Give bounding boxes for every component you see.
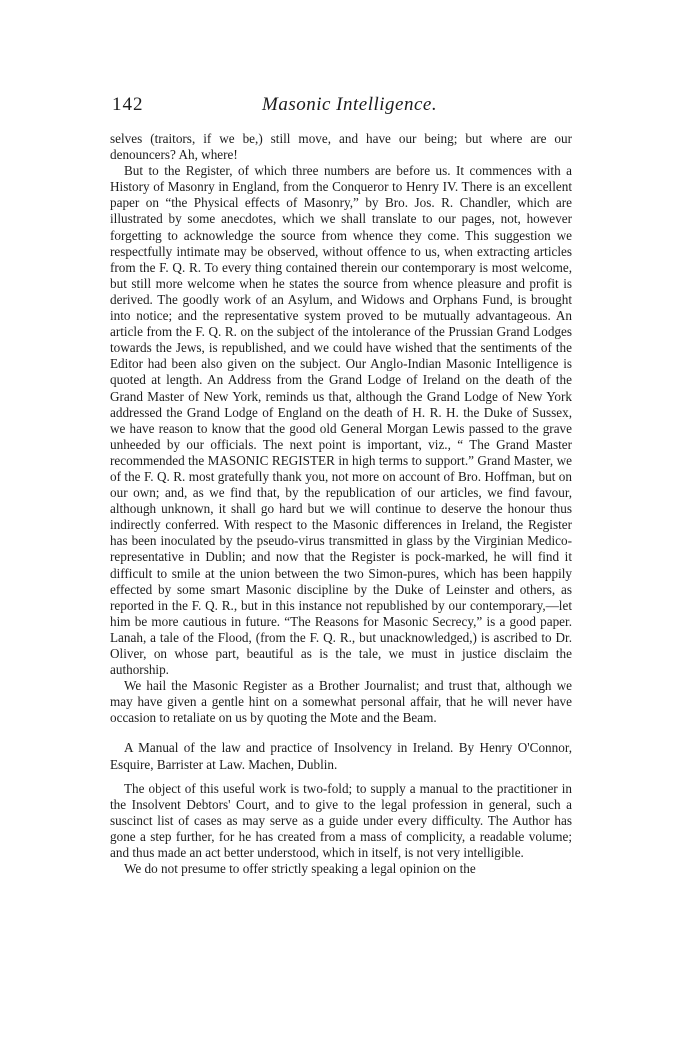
body-text (110, 131, 572, 877)
section-gap (110, 726, 572, 740)
page-number: 142 (112, 94, 144, 115)
page-header (112, 94, 572, 120)
paragraph-final: We do not presume to offer strictly speaking a legal opinion on the (124, 861, 476, 877)
paragraph-manual-review: The object of this useful work is two-fold; to supply a manual to the practitioner in the Insolvent Debtors' Court, and to give to the legal profession in general, such a suscinct list of cases as may serve as a guide under every difficulty. The Author has gone a step further, for he has created from a mass of complicity, a readable volume; and thus made an act better understood, which in itself, is not very intelligible. (110, 780, 572, 861)
book-title-entry: A Manual of the law and practice of Insolvency in Ireland. By Henry O'Connor, Esquire, Barrister at Law. Machen, Dublin. (110, 740, 572, 772)
paragraph-brother-journalist: We hail the Masonic Register as a Brother Journalist; and trust that, although we may have given a gentle hint on a somewhat personal affair, that he will never have occasion to retaliate on us by quoting the Mote and the Beam. (110, 678, 572, 726)
running-title: Masonic Intelligence. (262, 94, 438, 115)
paragraph-continuation: selves (traitors, if we be,) still move, and have our being; but where are our denouncers? Ah, where! (110, 131, 572, 163)
section-gap (110, 773, 572, 781)
paragraph-register-review: But to the Register, of which three numbers are before us. It commences with a History of Masonry in England, from the Conqueror to Henry IV. There is an excellent paper on “the Physical effects of Masonry,” by Bro. Jos. R. Chandler, which are illustrated by some anecdotes, which we shall translate to our pages, not, however forgetting to acknowledge the source from whence they come. This suggestion we respectfully intimate may be observed, without offence to us, when extracting articles from the F. Q. R. To every thing contained therein our contemporary is most welcome, but still more welcome when he states the source from whence pleasure and profit is derived. The goodly work of an Asylum, and Widows and Orphans Fund, is brought into notice; and the representative system proved to be mutually advantageous. An article from the F. Q. R. on the subject of the intolerance of the Prussian Grand Lodges towards the Jews, is republished, and we could have wished that the sentiments of the Editor had been also given on the subject. Our Anglo-Indian Masonic Intelligence is quoted at length. An Address from the Grand Lodge of Ireland on the death of the Grand Master of New York, reminds us that, although the Grand Lodge of New York addressed the Grand Lodge of England on the death of H. R. H. the Duke of Sussex, we have reason to know that the good old General Morgan Lewis passed to the grave unheeded by our officials. The next point is important, viz., “ The Grand Master recommended the MASONIC REGISTER in high terms to support.” Grand Master, we of the F. Q. R. most gratefully thank you, not more on account of Bro. Hoffman, but on our own; and, as we find that, by the republication of our articles, we find favour, although unknown, it shall go hard but we will continue to deserve the honour thus indirectly conferred. With respect to the Masonic differences in Ireland, the Register has been inoculated by the pseudo-virus transmitted in glass by the Virginian Medico-representative in Dublin; and now that the Register is pock-marked, he will find it difficult to smile at the union between the two Simon-pures, which has been happily effected by some smart Masonic discipline by the Duke of Leinster and others, as reported in the F. Q. R., but in this instance not republished by our contemporary,—let him be more cautious in future. “The Reasons for Masonic Secrecy,” is a good paper. Lanah, a tale of the Flood, (from the F. Q. R., but unacknowledged,) is ascribed to Dr. Oliver, on whose part, beautiful as is the tale, we must in justice disclaim the authorship. (110, 163, 572, 678)
